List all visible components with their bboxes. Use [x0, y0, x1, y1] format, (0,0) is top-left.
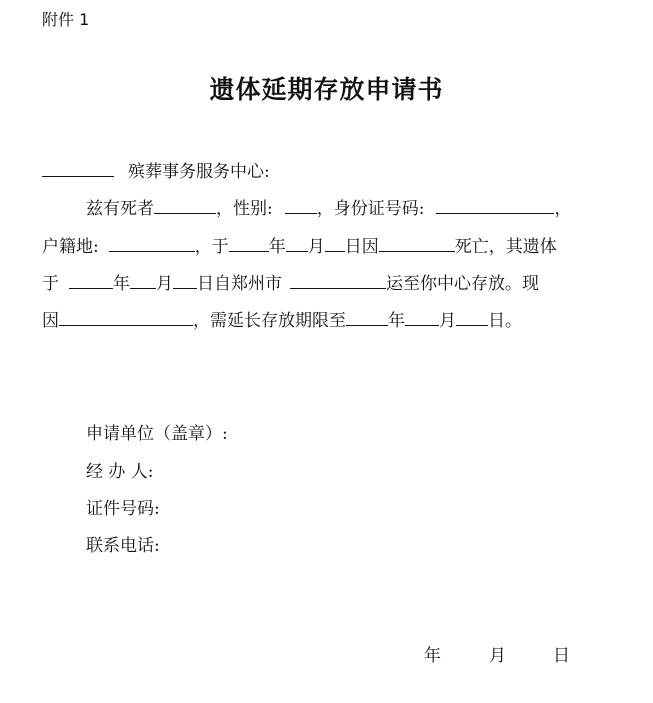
month-label: 月 — [156, 274, 173, 294]
reason-blank[interactable] — [59, 309, 193, 326]
body-line-4 — [42, 306, 522, 331]
body-line-2 — [42, 232, 557, 257]
transport-year-blank[interactable] — [69, 272, 113, 289]
addressee-text: 殡葬事务服务中心: — [128, 162, 270, 182]
extend-year-blank[interactable] — [346, 309, 388, 326]
death-month-blank[interactable] — [286, 235, 308, 252]
on-label: ，于 — [194, 237, 229, 257]
id-number-blank[interactable] — [436, 197, 554, 214]
extend-month-blank[interactable] — [405, 309, 439, 326]
body-line-3 — [42, 269, 539, 294]
applicant-unit-label: 申请单位（盖章）: — [86, 424, 228, 444]
transport-month-blank[interactable] — [130, 272, 156, 289]
punct: ， — [554, 199, 572, 219]
death-cause-blank[interactable] — [379, 235, 455, 252]
attachment-label: 附件 1 — [42, 10, 90, 29]
origin-blank[interactable] — [290, 272, 386, 289]
month-label: 月 — [439, 311, 456, 331]
date-year-label: 年 — [424, 646, 441, 666]
date-day-label: 日 — [553, 646, 570, 666]
body-line-1 — [86, 194, 571, 219]
reason-label: 因 — [42, 311, 59, 331]
death-year-blank[interactable] — [229, 235, 269, 252]
phone-label: 联系电话: — [86, 536, 160, 556]
id-number-sig-label: 证件号码: — [86, 499, 160, 519]
transport-text: 运至你中心存放。现 — [386, 274, 539, 294]
year-label: 年 — [113, 274, 130, 294]
month-label: 月 — [307, 237, 325, 257]
extend-label: ，需延长存放期限至 — [193, 311, 346, 331]
id-number-label: ，身份证号码: — [316, 199, 425, 219]
at-label: 于 — [42, 274, 59, 294]
extend-day-blank[interactable] — [456, 309, 488, 326]
household-blank[interactable] — [109, 235, 195, 252]
day-end-label: 日。 — [488, 311, 522, 331]
death-day-blank[interactable] — [325, 235, 345, 252]
document-title: 遗体延期存放申请书 — [209, 75, 444, 104]
from-city-label: 日自郑州市 — [197, 274, 282, 294]
addressee-line — [42, 157, 270, 182]
addressee-blank[interactable] — [42, 160, 114, 177]
household-label: 户籍地: — [42, 237, 99, 257]
year-label: 年 — [268, 237, 286, 257]
deceased-label: 兹有死者 — [86, 199, 154, 219]
day-cause-label: 日因 — [344, 237, 379, 257]
handler-label: 经 办 人: — [86, 462, 154, 482]
death-text: 死亡，其遗体 — [454, 237, 557, 257]
year-label: 年 — [388, 311, 405, 331]
deceased-name-blank[interactable] — [154, 197, 216, 214]
gender-label: ，性别: — [216, 199, 273, 219]
date-month-label: 月 — [489, 646, 506, 666]
gender-blank[interactable] — [285, 197, 317, 214]
transport-day-blank[interactable] — [173, 272, 197, 289]
